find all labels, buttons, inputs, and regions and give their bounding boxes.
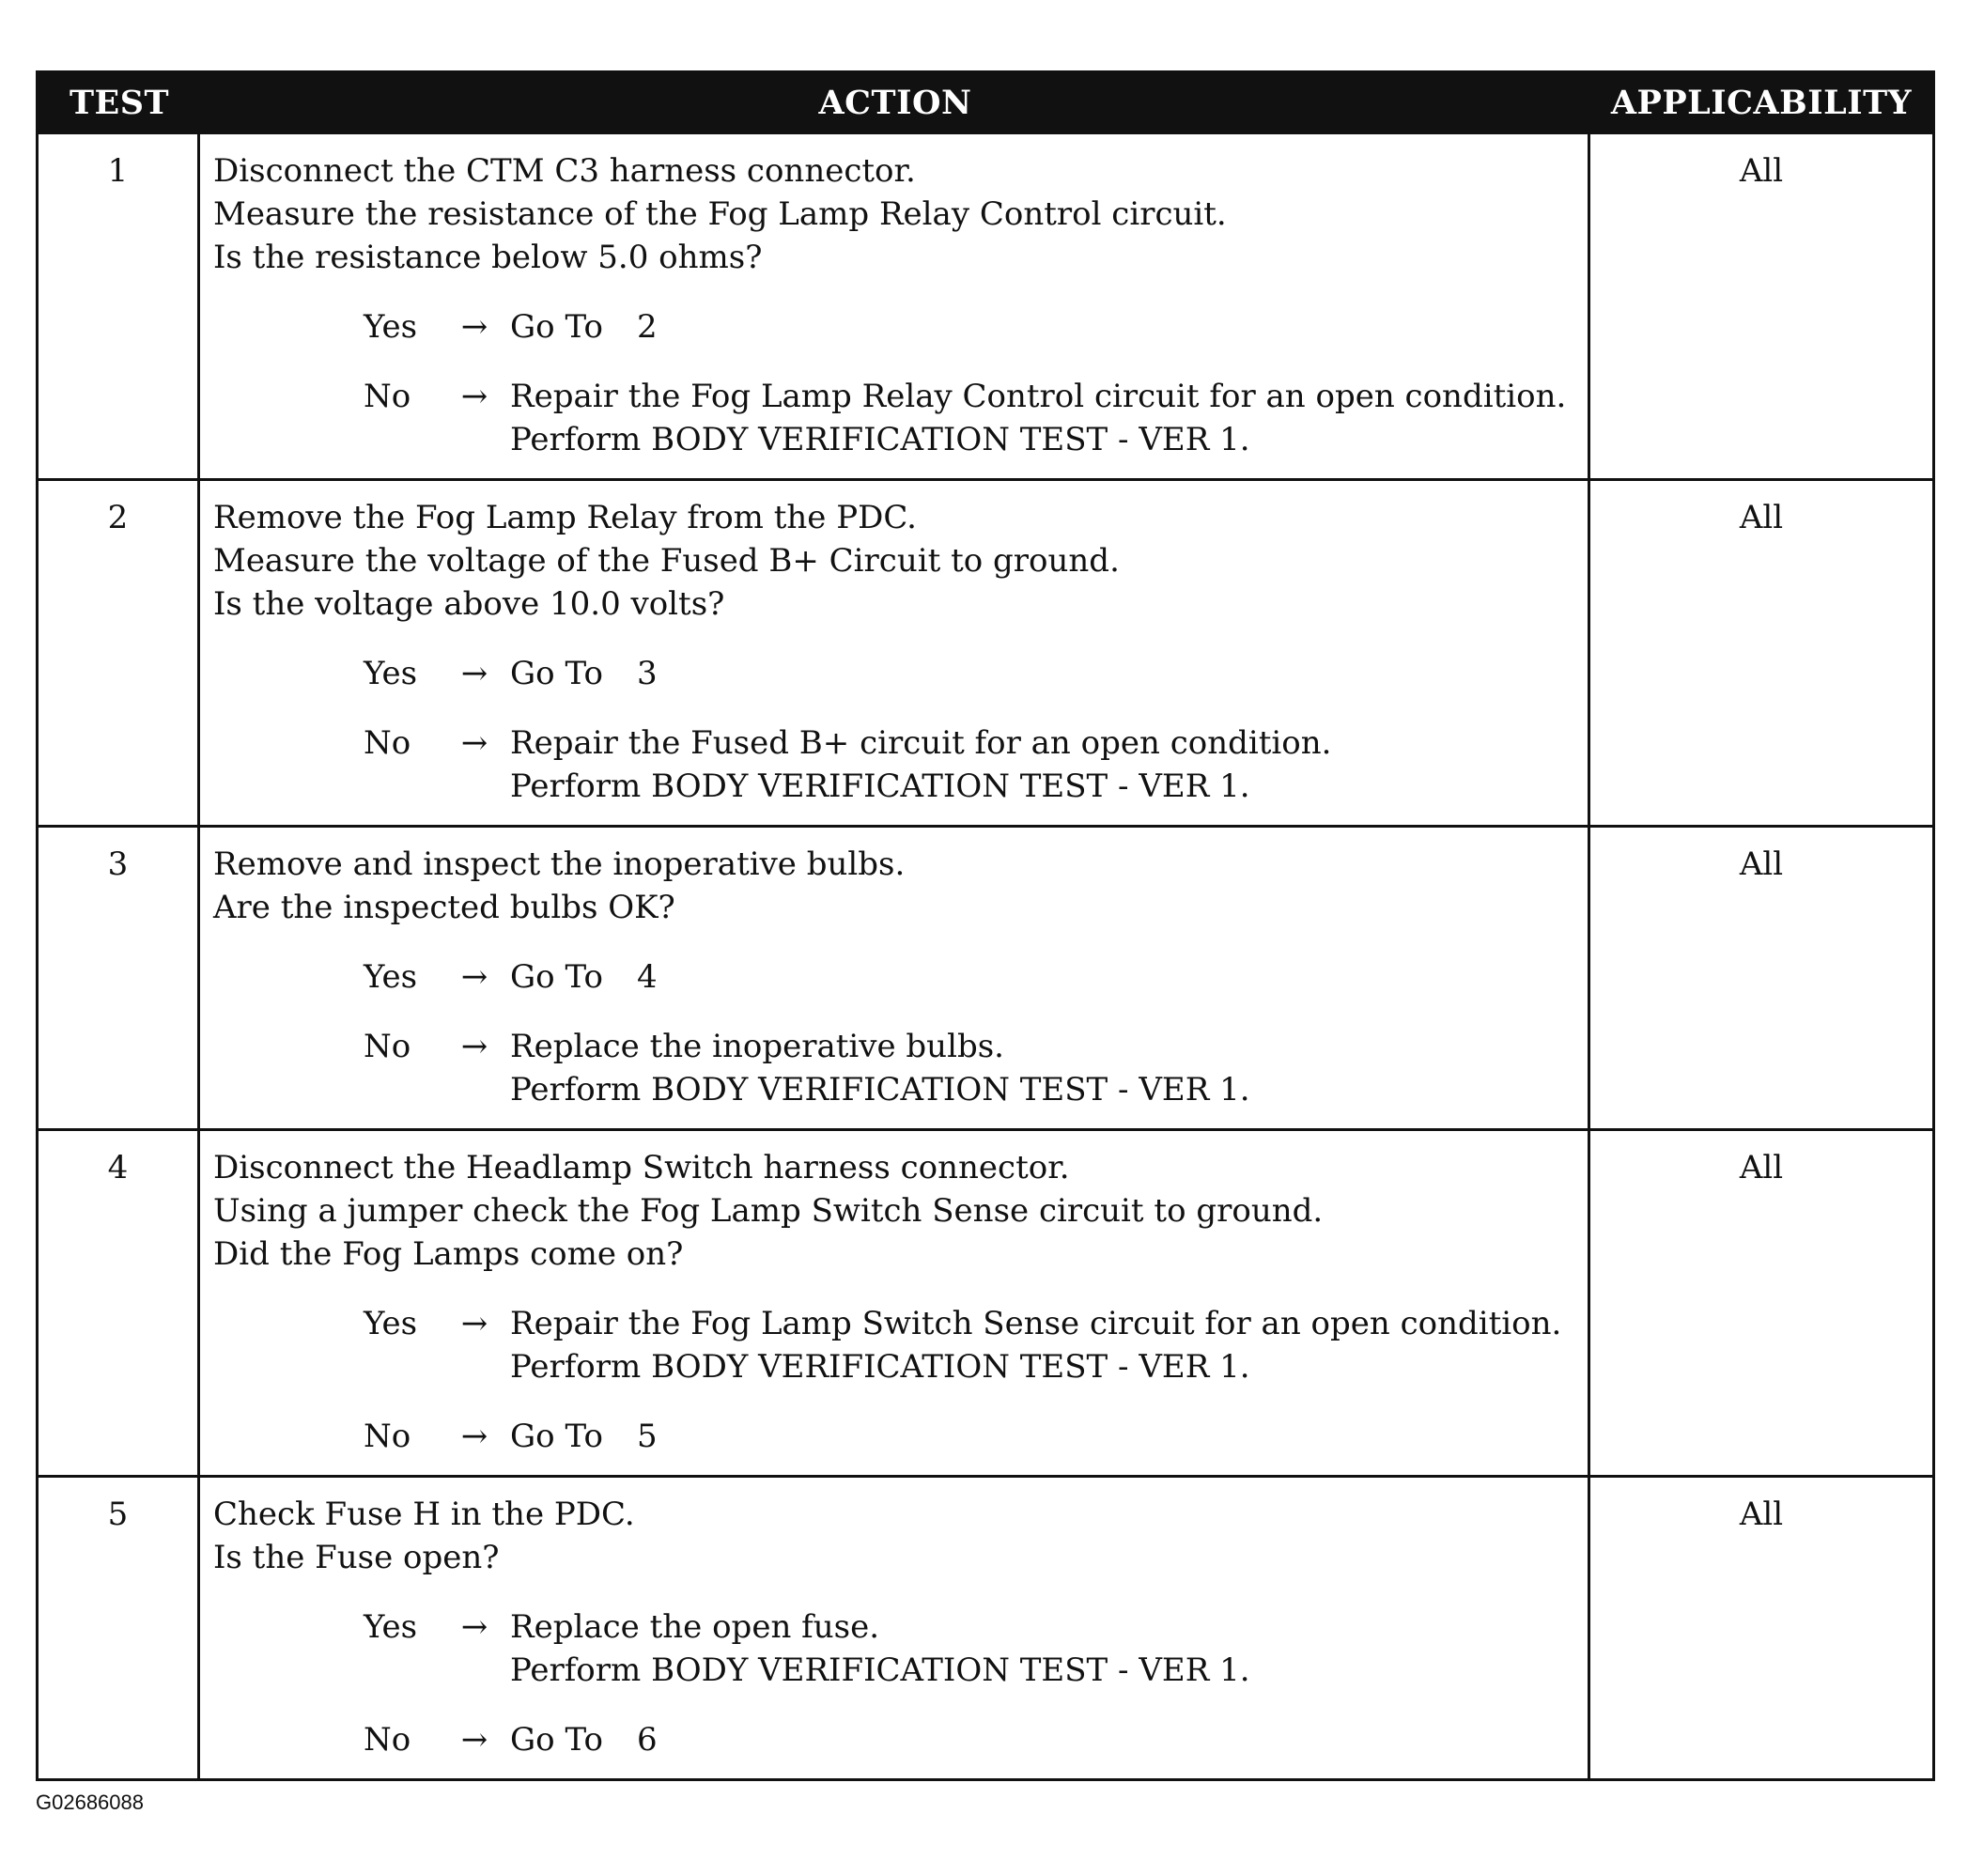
goto-instruction: [510, 1415, 658, 1458]
goto-label: Go To: [510, 958, 603, 996]
action-step: Measure the voltage of the Fused B+ Circuit to ground.: [213, 542, 1120, 580]
no-label: No: [364, 1721, 411, 1759]
table-row: [39, 825, 1932, 1128]
no-branch: [364, 1025, 1580, 1111]
test-number: 4: [39, 1131, 200, 1475]
yes-label: Yes: [364, 1305, 418, 1342]
action-step: Is the Fuse open?: [213, 1539, 500, 1576]
no-branch: [364, 1415, 1580, 1458]
action-step: Is the resistance below 5.0 ohms?: [213, 239, 763, 276]
goto-instruction: [510, 305, 658, 349]
action-step: Disconnect the Headlamp Switch harness connector.: [213, 1149, 1070, 1186]
yes-label: Yes: [364, 958, 418, 996]
goto-target: 3: [636, 655, 658, 692]
goto-target: 4: [636, 958, 658, 996]
right-arrow-icon: →: [460, 378, 488, 415]
branch-result: [510, 1025, 1250, 1111]
right-arrow-icon: →: [460, 655, 488, 692]
result-line: Perform BODY VERIFICATION TEST - VER 1.: [510, 1071, 1250, 1109]
yes-branch: [364, 1302, 1580, 1388]
table-row: [39, 132, 1932, 478]
yes-label: Yes: [364, 308, 418, 346]
no-label: No: [364, 1418, 411, 1455]
result-line: Repair the Fog Lamp Relay Control circuit for an open condition.: [510, 378, 1567, 415]
goto-target: 2: [636, 308, 658, 346]
yes-label: Yes: [364, 1608, 418, 1646]
result-line: Replace the open fuse.: [510, 1608, 880, 1646]
test-number: 3: [39, 828, 200, 1128]
applicability-value: All: [1739, 499, 1784, 536]
test-number: 5: [39, 1478, 200, 1778]
result-line: Perform BODY VERIFICATION TEST - VER 1.: [510, 1651, 1250, 1689]
result-line: Repair the Fused B+ circuit for an open condition.: [510, 724, 1332, 762]
action-step: Are the inspected bulbs OK?: [213, 889, 675, 926]
header-test: TEST: [69, 83, 170, 122]
right-arrow-icon: →: [460, 1418, 488, 1455]
figure-id: G02686088: [36, 1791, 144, 1814]
yes-label: Yes: [364, 655, 418, 692]
test-number: 1: [39, 134, 200, 478]
goto-instruction: [510, 652, 658, 695]
goto-label: Go To: [510, 655, 603, 692]
action-step: Is the voltage above 10.0 volts?: [213, 585, 725, 623]
result-line: Perform BODY VERIFICATION TEST - VER 1.: [510, 1348, 1250, 1386]
action-step: Remove and inspect the inoperative bulbs.: [213, 845, 906, 883]
yes-branch: [364, 305, 1580, 349]
action-step: Check Fuse H in the PDC.: [213, 1496, 635, 1533]
action-step: Using a jumper check the Fog Lamp Switch Sense circuit to ground.: [213, 1192, 1324, 1230]
action-cell: [200, 1478, 1590, 1778]
table-row: [39, 1475, 1932, 1778]
action-step: Remove the Fog Lamp Relay from the PDC.: [213, 499, 917, 536]
right-arrow-icon: →: [460, 1608, 488, 1646]
no-branch: [364, 375, 1580, 461]
result-line: Perform BODY VERIFICATION TEST - VER 1.: [510, 767, 1250, 805]
no-label: No: [364, 724, 411, 762]
goto-instruction: [510, 955, 658, 999]
no-label: No: [364, 1028, 411, 1065]
action-cell: [200, 828, 1590, 1128]
branch-result: [510, 1302, 1561, 1388]
action-step: Did the Fog Lamps come on?: [213, 1235, 684, 1273]
goto-label: Go To: [510, 308, 603, 346]
applicability-value: All: [1739, 1496, 1784, 1533]
result-line: Replace the inoperative bulbs.: [510, 1028, 1004, 1065]
applicability-value: All: [1739, 845, 1784, 883]
right-arrow-icon: →: [460, 1028, 488, 1065]
action-step: Disconnect the CTM C3 harness connector.: [213, 152, 916, 190]
diagnostic-test-table: [36, 70, 1935, 1781]
no-label: No: [364, 378, 411, 415]
goto-label: Go To: [510, 1418, 603, 1455]
branch-result: [510, 721, 1331, 808]
action-step: Measure the resistance of the Fog Lamp Relay Control circuit.: [213, 195, 1227, 233]
no-branch: [364, 721, 1580, 808]
right-arrow-icon: →: [460, 308, 488, 346]
result-line: Perform BODY VERIFICATION TEST - VER 1.: [510, 421, 1250, 458]
test-number: 2: [39, 481, 200, 825]
branch-result: [510, 375, 1566, 461]
goto-instruction: [510, 1718, 658, 1761]
result-line: Repair the Fog Lamp Switch Sense circuit for an open condition.: [510, 1305, 1562, 1342]
yes-branch: [364, 1605, 1580, 1692]
action-cell: [200, 1131, 1590, 1475]
right-arrow-icon: →: [460, 1305, 488, 1342]
table-header: [39, 73, 1932, 132]
table-row: [39, 478, 1932, 825]
goto-target: 5: [636, 1418, 658, 1455]
goto-target: 6: [636, 1721, 658, 1759]
action-cell: [200, 134, 1590, 478]
applicability-value: All: [1739, 1149, 1784, 1186]
applicability-value: All: [1739, 152, 1784, 190]
branch-result: [510, 1605, 1250, 1692]
goto-label: Go To: [510, 1721, 603, 1759]
right-arrow-icon: →: [460, 1721, 488, 1759]
action-cell: [200, 481, 1590, 825]
no-branch: [364, 1718, 1580, 1761]
yes-branch: [364, 955, 1580, 999]
table-row: [39, 1128, 1932, 1475]
right-arrow-icon: →: [460, 958, 488, 996]
header-action: ACTION: [818, 83, 972, 122]
right-arrow-icon: →: [460, 724, 488, 762]
header-applicability: APPLICABILITY: [1610, 83, 1913, 122]
yes-branch: [364, 652, 1580, 695]
